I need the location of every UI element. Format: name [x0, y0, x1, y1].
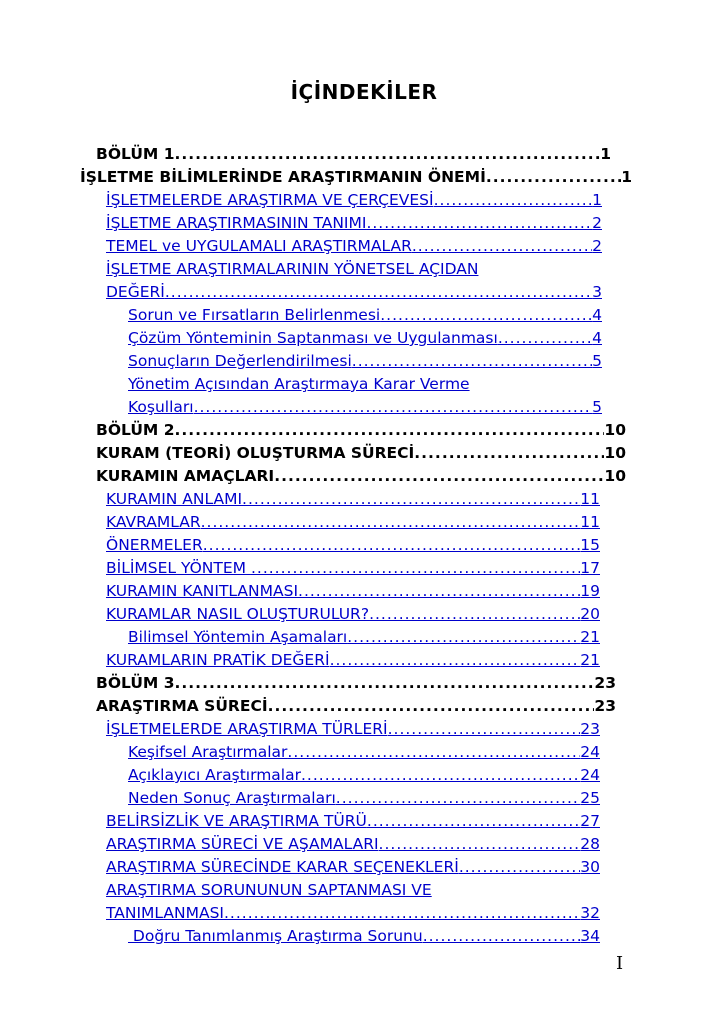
toc-entry-label: İŞLETMELERDE ARAŞTIRMA TÜRLERİ [106, 720, 388, 738]
toc-entry-link[interactable] [106, 580, 600, 603]
toc-entry-label: İŞLETMELERDE ARAŞTIRMA VE ÇERÇEVESİ [106, 191, 434, 209]
toc-entry-link[interactable] [106, 189, 602, 212]
toc-entry-page: 1 [600, 145, 611, 163]
toc-entry-page: 4 [592, 306, 602, 324]
toc-entry-page: 4 [592, 329, 602, 347]
toc-entry-link[interactable] [106, 902, 600, 925]
toc-entry-link[interactable] [106, 810, 600, 833]
toc-entry-link[interactable] [106, 235, 602, 258]
toc-title: İÇİNDEKİLER [290, 80, 438, 104]
toc-entry-page: 19 [580, 582, 600, 600]
toc-entry-link[interactable] [106, 281, 602, 304]
toc-entry-link[interactable] [128, 925, 600, 948]
toc-entry-page: 2 [592, 214, 602, 232]
toc-entry-link[interactable] [106, 534, 600, 557]
toc-entry-page: 28 [580, 835, 600, 853]
toc-entry-chapter-2[interactable] [96, 419, 626, 442]
toc-entry-label: Sonuçların Değerlendirilmesi [128, 352, 352, 370]
toc-entry-page: 17 [580, 559, 600, 577]
toc-entry-link-line1[interactable]: İŞLETME ARAŞTIRMALARININ YÖNETSEL AÇIDAN [106, 260, 479, 278]
toc-entry-label: Neden Sonuç Araştırmaları [128, 789, 336, 807]
toc-entry-page: 20 [580, 605, 600, 623]
toc-entry-page: 21 [580, 651, 600, 669]
toc-entry-page: 21 [580, 628, 600, 646]
toc-entry-label: KAVRAMLAR [106, 513, 201, 531]
toc-entry-label: ARAŞTIRMA SÜRECİNDE KARAR SEÇENEKLERİ [106, 858, 459, 876]
toc-entry-label: KURAM (TEORİ) OLUŞTURMA SÜRECİ [96, 444, 415, 462]
toc-entry-link[interactable] [106, 212, 602, 235]
toc-entry-page: 27 [580, 812, 600, 830]
toc-entry-page: 5 [592, 352, 602, 370]
toc-entry-page: 10 [604, 444, 626, 462]
toc-entry-label: KURAMLARIN PRATİK DEĞERİ [106, 651, 330, 669]
toc-entry-link[interactable] [128, 741, 600, 764]
toc-entry-label: Çözüm Yönteminin Saptanması ve Uygulanması [128, 329, 498, 347]
toc-entry-link[interactable] [106, 603, 600, 626]
toc-entry-label: BİLİMSEL YÖNTEM [106, 559, 251, 577]
toc-entry-link[interactable] [106, 856, 600, 879]
toc-entry-link[interactable] [106, 557, 600, 580]
toc-entry-label: BELİRSİZLİK VE ARAŞTIRMA TÜRÜ [106, 812, 367, 830]
toc-entry-label: BÖLÜM 2 [96, 421, 175, 439]
toc-entry-label: Doğru Tanımlanmış Araştırma Sorunu [128, 927, 423, 945]
toc-entry-label: DEĞERİ [106, 283, 165, 301]
toc-entry-label: TANIMLANMASI [106, 904, 224, 922]
toc-entry-heading[interactable] [80, 166, 632, 189]
toc-entry-page: 24 [580, 766, 600, 784]
toc-entry-link[interactable] [128, 304, 602, 327]
toc-entry-label: BÖLÜM 1 [96, 145, 175, 163]
toc-entry-link[interactable] [128, 350, 602, 373]
toc-entry-page: 30 [580, 858, 600, 876]
toc-entry-page: 3 [592, 283, 602, 301]
toc-entry-label: Koşulları [128, 398, 194, 416]
toc-entry-page: 11 [580, 490, 600, 508]
toc-entry-page: 34 [580, 927, 600, 945]
toc-entry-heading[interactable] [96, 442, 626, 465]
toc-entry-page: 10 [604, 467, 626, 485]
toc-entry-label: Bilimsel Yöntemin Aşamaları [128, 628, 348, 646]
toc-entry-page: 1 [621, 168, 632, 186]
toc-entry-label: KURAMIN AMAÇLARI [96, 467, 275, 485]
toc-entry-link[interactable] [128, 327, 602, 350]
toc-entry-page: 23 [594, 697, 616, 715]
toc-entry-link[interactable] [106, 718, 600, 741]
toc-entry-link[interactable] [106, 488, 600, 511]
toc-entry-page: 25 [580, 789, 600, 807]
toc-entry-page: 10 [604, 421, 626, 439]
toc-entry-label: Keşifsel Araştırmalar [128, 743, 288, 761]
toc-entry-link[interactable] [106, 511, 600, 534]
toc-entry-label: Açıklayıcı Araştırmalar [128, 766, 301, 784]
toc-entry-page: 23 [594, 674, 616, 692]
toc-entry-link[interactable] [106, 649, 600, 672]
toc-entry-label: ARAŞTIRMA SÜRECİ [96, 697, 268, 715]
toc-entry-link-line1[interactable]: ARAŞTIRMA SORUNUNUN SAPTANMASI VE [106, 881, 432, 899]
toc-entry-label: Sorun ve Fırsatların Belirlenmesi [128, 306, 381, 324]
toc-entry-link-line1[interactable]: Yönetim Açısından Araştırmaya Karar Verme [128, 375, 470, 393]
toc-entry-page: 1 [592, 191, 602, 209]
toc-entry-page: 5 [592, 398, 602, 416]
toc-entry-link[interactable] [128, 626, 600, 649]
toc-entry-label: TEMEL ve UYGULAMALI ARAŞTIRMALAR [106, 237, 412, 255]
toc-entry-label: KURAMIN KANITLANMASI [106, 582, 299, 600]
toc-entry-label: ÖNERMELER [106, 536, 203, 554]
toc-entry-label: KURAMLAR NASIL OLUŞTURULUR? [106, 605, 370, 623]
toc-entry-label: İŞLETME ARAŞTIRMASININ TANIMI [106, 214, 367, 232]
toc-entry-page: 24 [580, 743, 600, 761]
toc-entry-link[interactable] [128, 764, 600, 787]
toc-entry-heading[interactable] [96, 695, 616, 718]
toc-entry-page: 2 [592, 237, 602, 255]
toc-entry-chapter-3[interactable] [96, 672, 616, 695]
toc-entry-link[interactable] [128, 396, 602, 419]
toc-entry-page: 11 [580, 513, 600, 531]
toc-entry-link[interactable] [106, 833, 600, 856]
toc-entry-page: 32 [580, 904, 600, 922]
toc-entry-chapter-1[interactable] [96, 143, 611, 166]
toc-entry-label: KURAMIN ANLAMI [106, 490, 243, 508]
toc-entry-label: İŞLETME BİLİMLERİNDE ARAŞTIRMANIN ÖNEMİ [80, 168, 486, 186]
toc-entry-label: BÖLÜM 3 [96, 674, 175, 692]
toc-entry-page: 23 [580, 720, 600, 738]
toc-entry-page: 15 [580, 536, 600, 554]
toc-entry-link[interactable] [128, 787, 600, 810]
toc-entry-label: ARAŞTIRMA SÜRECİ VE AŞAMALARI [106, 835, 379, 853]
page-number: I [616, 953, 624, 974]
toc-entry-heading[interactable] [96, 465, 626, 488]
